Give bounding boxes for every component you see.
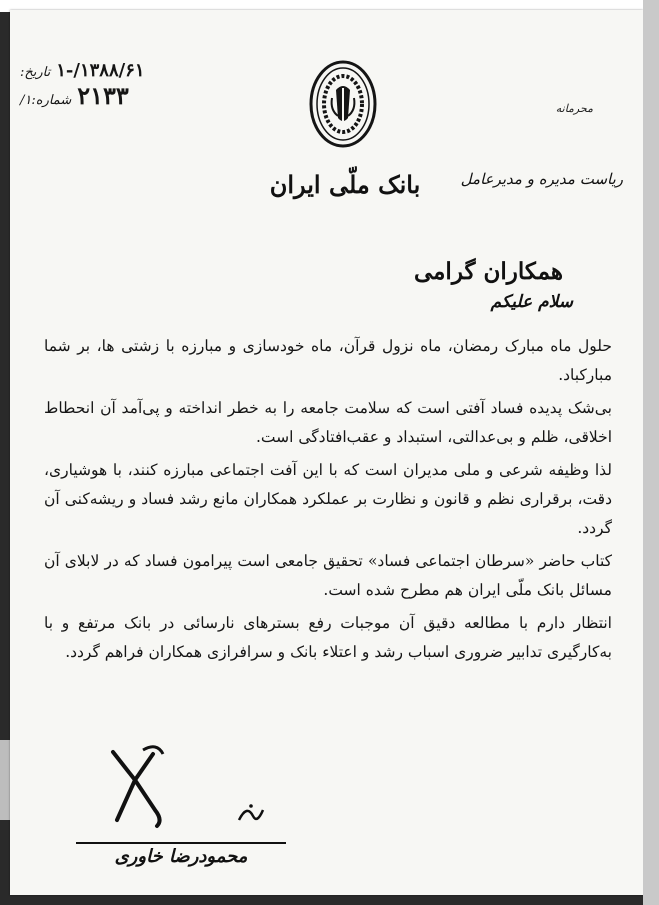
signature-initial [235, 800, 265, 828]
bank-logo-icon [308, 58, 378, 150]
recipients-line: ریاست مدیره و مدیرعامل [460, 170, 623, 188]
number-row [20, 81, 220, 110]
signer-name: محمودرضا خاوری [76, 842, 286, 867]
paragraph: انتظار دارم با مطالعه دقیق آن موجبات رفع بسترهای نارسائی در بانک مرتفع و با به‌کارگیری تدابیر ضروری اسباب رشد و اعتلاء بانک و سرافرازی همکاران فراهم گردد. [44, 614, 612, 661]
date-row [20, 60, 220, 81]
signature-scrawl [105, 740, 175, 830]
paragraph: لذا وظیفه شرعی و ملی مدیران است که با این آفت اجتماعی مبارزه کنند، با هوشیاری، دقت، برقراری نظم و قانون و نظارت بر عملکرد همکاران مانع رشد فساد و ریشه‌کنی آن گردد. [44, 461, 612, 537]
letter-page [10, 10, 643, 895]
letter-meta [20, 60, 220, 110]
photo-border-right [643, 0, 659, 905]
greeting: همکاران گرامی [413, 258, 563, 285]
paragraph: بی‌شک پدیده فساد آفتی است که سلامت جامعه را به خطر انداخته و پی‌آمد آن انحطاط اخلاقی، ظلم و بی‌عدالتی، استبداد و عقب‌افتادگی است. [44, 399, 612, 446]
number-value: ۲۱۳۳ [77, 81, 129, 110]
paragraph: حلول ماه مبارک رمضان، ماه نزول قرآن، ماه خودسازی و مبارزه با زشتی ها، بر شما مبارکباد. [44, 337, 612, 384]
salutation: سلام علیکم [490, 292, 573, 312]
date-label: تاریخ: [20, 65, 51, 80]
letter-body [44, 332, 612, 671]
bank-name: بانک ملّی ایران [269, 170, 421, 199]
number-label: شماره:۱/ [20, 93, 72, 108]
paragraph: کتاب حاضر «سرطان اجتماعی فساد» تحقیق جامعی است پیرامون فساد که در لابلای آن مسائل بانک ملّی ایران هم مطرح شده است. [44, 552, 612, 599]
date-value: ۱۳۸۸/۶۱/-۱ [56, 60, 145, 81]
classification-note: محرمانه [555, 102, 593, 115]
